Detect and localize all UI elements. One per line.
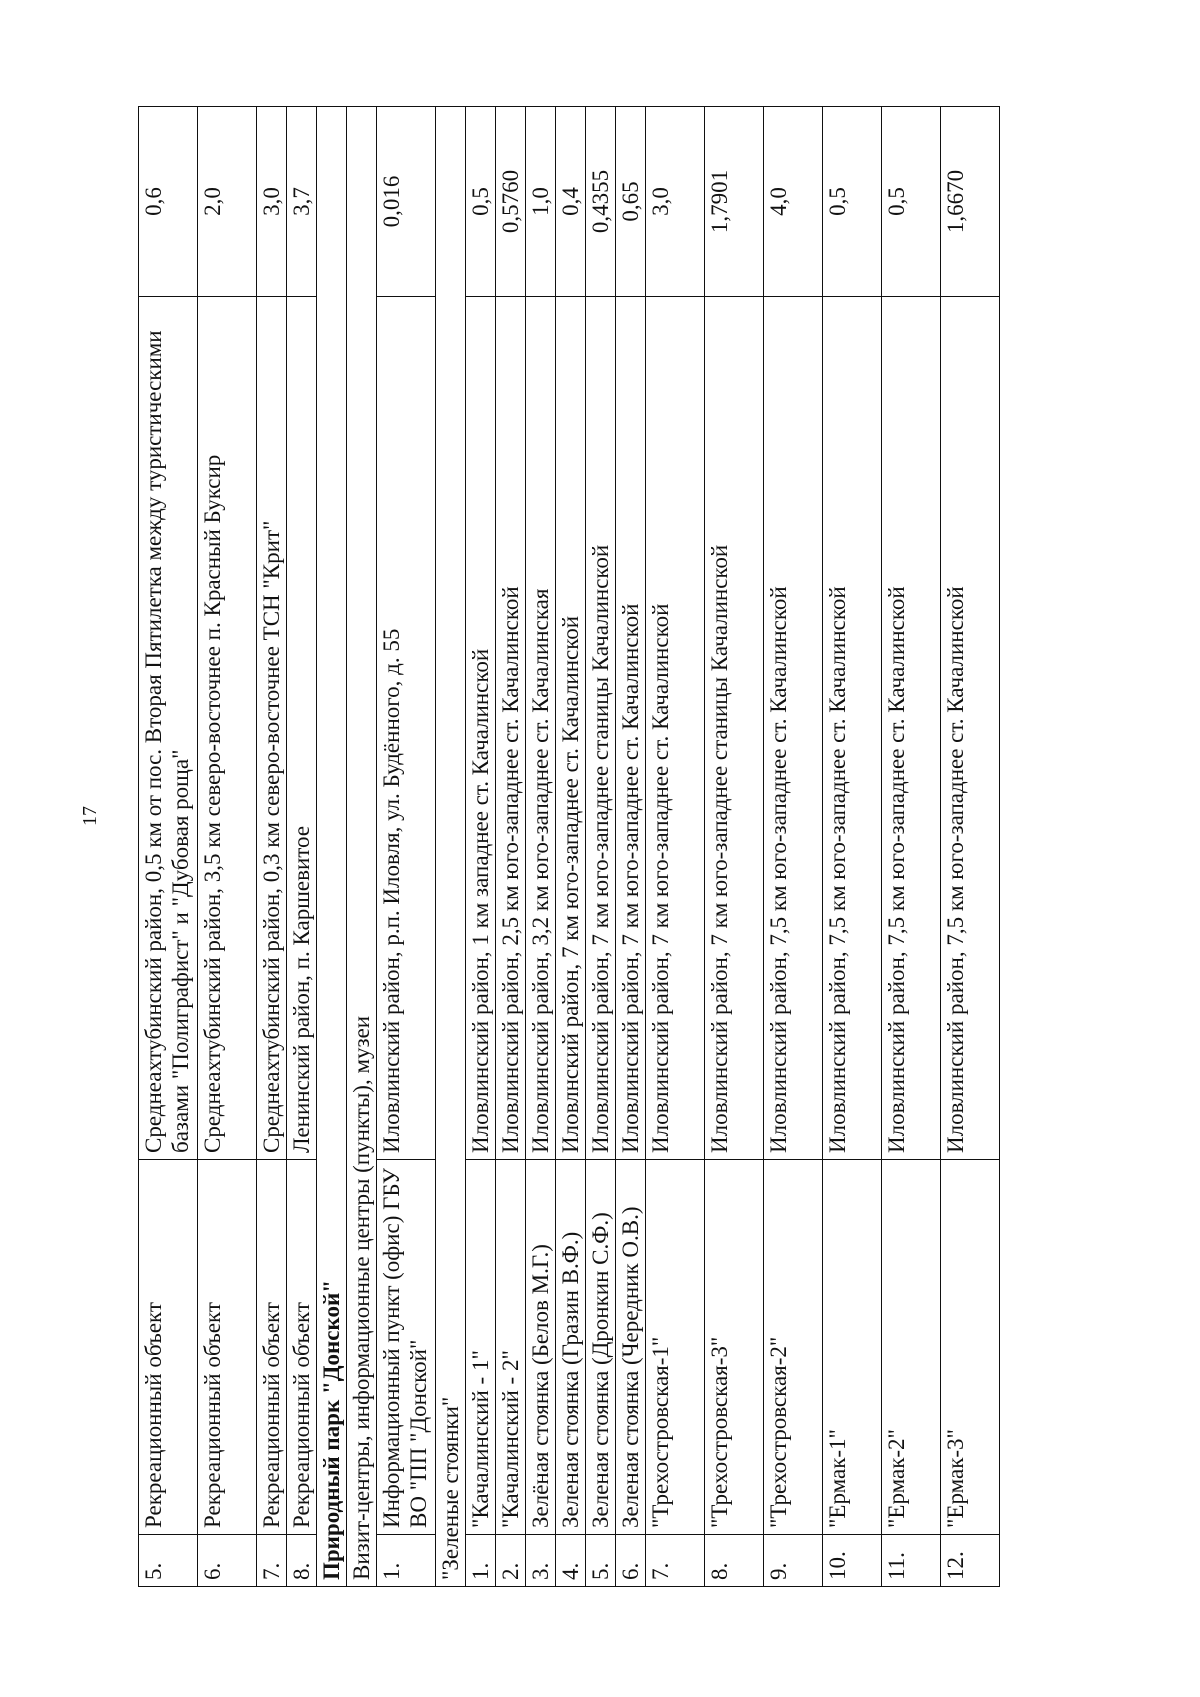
row-number: 3. <box>526 1535 556 1587</box>
object-area: 1,6670 <box>941 107 1000 297</box>
object-location: Иловлинский район, р.п. Иловля, ул. Будённого, д. 55 <box>377 297 436 1160</box>
object-area: 3,0 <box>646 107 705 297</box>
object-area: 0,5760 <box>496 107 526 297</box>
object-location: Среднеахтубинский район, 3,5 км северо-восточнее п. Красный Буксир <box>198 297 257 1160</box>
row-number: 12. <box>941 1535 1000 1587</box>
table-row <box>882 107 941 1587</box>
table-row <box>466 107 496 1587</box>
object-location: Иловлинский район, 1 км западнее ст. Качалинской <box>466 297 496 1160</box>
row-number: 7. <box>257 1535 287 1587</box>
row-number: 5. <box>139 1535 198 1587</box>
object-location: Иловлинский район, 7,5 км юго-западнее ст. Качалинской <box>941 297 1000 1160</box>
row-number: 7. <box>646 1535 705 1587</box>
object-location: Иловлинский район, 7 км юго-западнее станицы Качалинской <box>705 297 764 1160</box>
object-name: Зеленая стоянка (Чередник О.В.) <box>616 1160 646 1535</box>
object-area: 0,65 <box>616 107 646 297</box>
table-row <box>586 107 616 1587</box>
row-number: 8. <box>705 1535 764 1587</box>
object-name: "Ермак-2" <box>882 1160 941 1535</box>
section-row <box>436 107 466 1587</box>
object-location: Иловлинский район, 7,5 км юго-западнее ст. Качалинской <box>882 297 941 1160</box>
table-row <box>198 107 257 1587</box>
object-area: 3,7 <box>287 107 317 297</box>
table-row <box>526 107 556 1587</box>
object-area: 0,5 <box>882 107 941 297</box>
object-location: Среднеахтубинский район, 0,5 км от пос. Вторая Пятилетка между туристическими базами "Полиграфист" и "Дубовая роща" <box>139 297 198 1160</box>
object-name: "Трехостровская-1" <box>646 1160 705 1535</box>
object-location: Ленинский район, п. Каршевитое <box>287 297 317 1160</box>
table-row <box>646 107 705 1587</box>
object-area: 0,016 <box>377 107 436 297</box>
object-area: 0,6 <box>139 107 198 297</box>
object-location: Иловлинский район, 7 км юго-западнее станицы Качалинской <box>586 297 616 1160</box>
object-area: 1,7901 <box>705 107 764 297</box>
row-number: 9. <box>764 1535 823 1587</box>
object-location: Иловлнский район, 7 км юго-западнее ст. Качалинской <box>556 297 586 1160</box>
row-number: 8. <box>287 1535 317 1587</box>
row-number: 11. <box>882 1535 941 1587</box>
table-row <box>705 107 764 1587</box>
object-location: Иловлинский район, 7 км юго-западнее ст. Качалинской <box>646 297 705 1160</box>
object-area: 0,4 <box>556 107 586 297</box>
object-location: Иловлинский район, 3,2 км юго-западнее ст. Качалинская <box>526 297 556 1160</box>
object-name: "Ермак-1" <box>823 1160 882 1535</box>
table-row <box>496 107 526 1587</box>
table-row <box>764 107 823 1587</box>
table-row <box>377 107 436 1587</box>
object-name: "Трехостровская-3" <box>705 1160 764 1535</box>
section-row <box>317 107 347 1587</box>
object-name: Информационный пункт (офис) ГБУ ВО "ПП "Донской" <box>377 1160 436 1535</box>
object-name: "Качалинский - 2" <box>496 1160 526 1535</box>
row-number: 5. <box>586 1535 616 1587</box>
table-row <box>257 107 287 1587</box>
object-name: Зеленая стоянка (Дронкин С.Ф.) <box>586 1160 616 1535</box>
object-name: Рекреационный объект <box>287 1160 317 1535</box>
table-row <box>616 107 646 1587</box>
object-area: 1,0 <box>526 107 556 297</box>
table-row <box>139 107 198 1587</box>
rotated-table-container <box>138 107 1000 1587</box>
row-number: 6. <box>616 1535 646 1587</box>
row-number: 4. <box>556 1535 586 1587</box>
object-area: 4,0 <box>764 107 823 297</box>
section-heading-green-parking: "Зеленые стоянки" <box>436 107 466 1587</box>
section-heading-park: Природный парк "Донской" <box>317 107 347 1587</box>
object-name: Рекреационный объект <box>198 1160 257 1535</box>
object-name: Рекреационный объект <box>257 1160 287 1535</box>
object-name: Зелёная стоянка (Белов М.Г.) <box>526 1160 556 1535</box>
table-body <box>139 107 1000 1587</box>
page-number: 17 <box>79 806 101 826</box>
table-row <box>556 107 586 1587</box>
object-location: Иловлинский район, 7 км юго-западнее ст. Качалинской <box>616 297 646 1160</box>
table-row <box>287 107 317 1587</box>
object-name: Рекреационный объект <box>139 1160 198 1535</box>
object-area: 3,0 <box>257 107 287 297</box>
row-number: 2. <box>496 1535 526 1587</box>
object-location: Иловлинский район, 7,5 км юго-западнее ст. Качалинской <box>823 297 882 1160</box>
object-location: Среднеахтубинский район, 0,3 км северо-восточнее ТСН "Крит" <box>257 297 287 1160</box>
object-location: Иловлинский район, 7,5 км юго-западнее ст. Качалинской <box>764 297 823 1160</box>
object-name: "Ермак-3" <box>941 1160 1000 1535</box>
table-row <box>941 107 1000 1587</box>
section-row <box>347 107 377 1587</box>
object-area: 2,0 <box>198 107 257 297</box>
row-number: 1. <box>377 1535 436 1587</box>
row-number: 1. <box>466 1535 496 1587</box>
row-number: 6. <box>198 1535 257 1587</box>
object-area: 0,5 <box>466 107 496 297</box>
object-area: 0,5 <box>823 107 882 297</box>
object-name: "Качалинский - 1" <box>466 1160 496 1535</box>
table-row <box>823 107 882 1587</box>
section-heading-visit-centers: Визит-центры, информационные центры (пункты), музеи <box>347 107 377 1587</box>
object-name: Зеленая стоянка (Гразин В.Ф.) <box>556 1160 586 1535</box>
object-location: Иловлинский район, 2,5 км юго-западнее ст. Качалинской <box>496 297 526 1160</box>
row-number: 10. <box>823 1535 882 1587</box>
object-area: 0,4355 <box>586 107 616 297</box>
recreation-objects-table <box>138 106 1000 1587</box>
object-name: "Трехостровская-2" <box>764 1160 823 1535</box>
